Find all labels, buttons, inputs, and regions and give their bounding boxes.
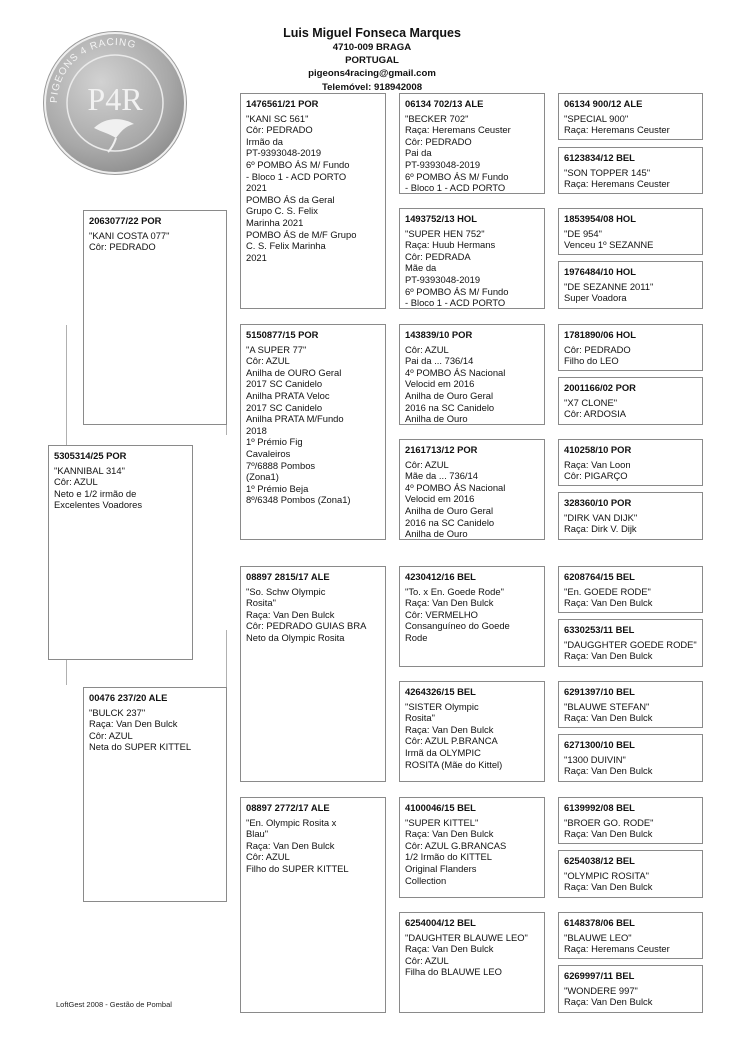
card-line: Côr: AZUL P.BRANCA (405, 735, 498, 747)
card-line: Original Flanders (405, 862, 477, 874)
card-line: Raça: Heremans Ceuster (564, 124, 670, 136)
logo-ring-text: PIGEONS 4 RACING (48, 36, 138, 104)
card-line: 2017 SC Canidelo (246, 401, 323, 413)
card-line: "BROER GO. RODE" (564, 816, 654, 828)
card-line: Raça: Van Den Bulck (564, 597, 653, 609)
card-line: Raça: Van Den Bulck (89, 718, 178, 730)
card-line: "BLAUWE STEFAN" (564, 700, 650, 712)
ring-number: 4264326/15 BEL (405, 686, 476, 697)
pedigree-g2-card (399, 324, 545, 425)
card-line: "OLYMPIC ROSITA" (564, 869, 649, 881)
card-line: Côr: PEDRADO (89, 241, 156, 253)
ring-number: 4100046/15 BEL (405, 802, 476, 813)
ring-number: 328360/10 POR (564, 497, 632, 508)
card-line: "SISTER Olympic (405, 700, 479, 712)
card-line: Consanguíneo do Goede (405, 620, 510, 632)
card-line: "So. Schw Olympic (246, 585, 326, 597)
card-line: Côr: PEDRADO (405, 135, 472, 147)
ring-number: 6291397/10 BEL (564, 686, 635, 697)
pedigree-g3-card (558, 208, 703, 255)
pedigree-g2-card (399, 566, 545, 667)
card-line: Rosita" (246, 597, 276, 609)
ring-number: 2001166/02 POR (564, 382, 636, 393)
card-line: Anilha de OURO Geral (246, 366, 342, 378)
ring-number: 6254038/12 BEL (564, 855, 635, 866)
card-line: PT-9393048-2019 (246, 147, 322, 159)
card-line: Côr: AZUL (246, 355, 290, 367)
card-line: Raça: Van Den Bulck (405, 723, 494, 735)
card-line: Neto e 1/2 irmão de (54, 487, 137, 499)
card-line: Côr: AZUL (405, 458, 449, 470)
card-line: "DE SEZANNE 2011" (564, 280, 654, 292)
card-line: Grupo C. S. Felix (246, 205, 318, 217)
card-line: Côr: AZUL (405, 343, 449, 355)
card-line: Irmã da OLYMPIC (405, 746, 481, 758)
card-line: Collection (405, 874, 447, 886)
card-line: "SPECIAL 900" (564, 112, 629, 124)
card-line: "En. GOEDE RODE" (564, 585, 651, 597)
ring-number: 6148378/06 BEL (564, 917, 635, 928)
card-line: Anilha de Ouro (405, 413, 468, 425)
card-line: Raça: Van Loon (564, 458, 631, 470)
card-line: Raça: Van Den Bulck (564, 712, 653, 724)
card-line: Raça: Van Den Bulck (564, 828, 653, 840)
ring-number: 08897 2815/17 ALE (246, 571, 330, 582)
breeder-phone: Telemóvel: 918942008 (321, 81, 423, 93)
card-line: "DIRK VAN DIJK" (564, 511, 638, 523)
card-line: "DAUGHTER BLAUWE LEO" (405, 931, 528, 943)
card-line: "DAUGGHTER GOEDE RODE" (564, 638, 697, 650)
pedigree-g3-card (558, 566, 703, 613)
card-line: Filha do BLAUWE LEO (405, 966, 502, 978)
card-line: Côr: VERMELHO (405, 608, 478, 620)
card-line: Pai da (405, 147, 432, 159)
ring-number: 410258/10 POR (564, 444, 632, 455)
card-line: "A SUPER 77" (246, 343, 307, 355)
card-line: (Zona1) (246, 471, 279, 483)
ring-number: 6330253/11 BEL (564, 624, 635, 635)
pigeons4racing-logo (42, 30, 188, 176)
ring-number: 2063077/22 POR (89, 215, 162, 226)
pedigree-g1-card (240, 324, 386, 540)
card-line: 8º/6348 Pombos (Zona1) (246, 494, 351, 506)
card-line: "X7 CLONE" (564, 396, 618, 408)
ring-number: 06134 900/12 ALE (564, 98, 643, 109)
pedigree-g3-card (558, 439, 703, 486)
card-line: Côr: AZUL (405, 954, 449, 966)
card-line: Côr: PEDRADO (564, 343, 631, 355)
pedigree-g3-card (558, 147, 703, 194)
ring-number: 1781890/06 HOL (564, 329, 636, 340)
card-line: Côr: ARDOSIA (564, 408, 626, 420)
card-line: Pai da ... 736/14 (405, 355, 474, 367)
pedigree-g3-card (558, 93, 703, 140)
pedigree-g2-card (399, 208, 545, 309)
card-line: - Bloco 1 - ACD PORTO (405, 297, 506, 309)
card-line: 4º POMBO ÁS Nacional (405, 366, 506, 378)
card-line: "SON TOPPER 145" (564, 166, 651, 178)
card-line: Cavaleiros (246, 447, 291, 459)
card-line: C. S. Felix Marinha (246, 240, 326, 252)
card-line: Anilha de Ouro Geral (405, 389, 494, 401)
pedigree-g1-card (240, 797, 386, 1013)
card-line: Irmão da (246, 135, 283, 147)
ring-number: 5305314/25 POR (54, 450, 127, 461)
ring-number: 4230412/16 BEL (405, 571, 476, 582)
card-line: "BLAUWE LEO" (564, 931, 632, 943)
card-line: Raça: Van Den Bulck (564, 881, 653, 893)
ring-number: 1976484/10 HOL (564, 266, 636, 277)
card-line: - Bloco 1 - ACD PORTO (246, 170, 347, 182)
pedigree-g3-card (558, 324, 703, 371)
pedigree-g3-card (558, 797, 703, 844)
pedigree-g3-card (558, 734, 703, 782)
card-line: Côr: AZUL G.BRANCAS (405, 839, 507, 851)
card-line: Côr: AZUL (246, 851, 290, 863)
card-line: ROSITA (Mãe do Kittel) (405, 758, 503, 770)
pedigree-g1-card (240, 566, 386, 782)
card-line: 1/2 Irmão do KITTEL (405, 851, 493, 863)
card-line: Côr: PEDRADO (246, 124, 313, 136)
card-line: Raça: Van Den Bulck (246, 608, 335, 620)
breeder-address: 4710-009 BRAGA (332, 42, 412, 53)
card-line: Blau" (246, 828, 269, 840)
card-line: Mãe da (405, 262, 437, 274)
card-line: Raça: Heremans Ceuster (405, 124, 511, 136)
card-line: Raça: Van Den Bulck (405, 943, 494, 955)
card-line: "BECKER 702" (405, 112, 469, 124)
card-line: "SUPER KITTEL" (405, 816, 479, 828)
card-line: Velocid em 2016 (405, 378, 475, 390)
card-line: Raça: Heremans Ceuster (564, 943, 670, 955)
card-line: "1300 DUIVIN" (564, 753, 626, 765)
pedigree-g3-card (558, 681, 703, 728)
card-line: Côr: AZUL (54, 476, 98, 488)
card-line: - Bloco 1 - ACD PORTO (405, 182, 506, 194)
ring-number: 6139992/08 BEL (564, 802, 635, 813)
card-line: Raça: Van Den Bulck (564, 765, 653, 777)
card-line: Côr: AZUL (89, 729, 133, 741)
card-line: "SUPER HEN 752" (405, 227, 485, 239)
ring-number: 6208764/15 BEL (564, 571, 635, 582)
breeder-email: pigeons4racing@gmail.com (308, 68, 436, 80)
card-line: Raça: Van Den Bulck (564, 650, 653, 662)
card-line: Marinha 2021 (246, 216, 304, 228)
card-line: Velocid em 2016 (405, 493, 475, 505)
card-line: Anilha de Ouro (405, 528, 468, 540)
pedigree-g2-card (399, 439, 545, 540)
card-line: Mãe da ... 736/14 (405, 470, 478, 482)
card-line: 7º/6888 Pombos (246, 459, 316, 471)
card-line: Neta do SUPER KITTEL (89, 741, 192, 753)
card-line: 2017 SC Canidelo (246, 378, 323, 390)
software-footer: LoftGest 2008 - Gestão de Pombal (56, 1000, 172, 1009)
card-line: Neto da Olympic Rosita (246, 631, 345, 643)
card-line: "KANNIBAL 314" (54, 464, 125, 476)
card-line: Raça: Van Den Bulck (405, 597, 494, 609)
pedigree-g3-card (558, 619, 703, 667)
pedigree-g2-card (399, 912, 545, 1013)
card-line: Anilha de Ouro Geral (405, 504, 494, 516)
ring-number: 08897 2772/17 ALE (246, 802, 330, 813)
card-line: 6º POMBO ÁS M/ Fundo (405, 170, 509, 182)
ring-number: 6123834/12 BEL (564, 152, 635, 163)
ring-number: 6269997/11 BEL (564, 970, 635, 981)
card-line: "To. x En. Goede Rode" (405, 585, 504, 597)
card-line: 1º Prémio Fig (246, 436, 303, 448)
pedigree-g3-card (558, 912, 703, 959)
ring-number: 00476 237/20 ALE (89, 692, 168, 703)
connector-sire-g1 (226, 210, 241, 435)
card-line: POMBO ÁS da Geral (246, 193, 335, 205)
pedigree-g1-card (240, 93, 386, 309)
card-line: Raça: Van Den Bulck (405, 828, 494, 840)
card-line: Raça: Van Den Bulck (246, 839, 335, 851)
ring-number: 5150877/15 POR (246, 329, 319, 340)
card-line: Anilha PRATA Veloc (246, 389, 330, 401)
connector-dam-g1 (226, 630, 241, 880)
card-line: 2021 (246, 182, 267, 194)
card-line: "BULCK 237" (89, 706, 146, 718)
card-line: Rosita" (405, 712, 435, 724)
card-line: Anilha PRATA M/Fundo (246, 413, 344, 425)
card-line: Raça: Dirk V. Dijk (564, 523, 637, 535)
card-line: POMBO ÁS de M/F Grupo (246, 228, 357, 240)
pedigree-g2-card (399, 93, 545, 194)
card-line: PT-9393048-2019 (405, 273, 481, 285)
ring-number: 2161713/12 POR (405, 444, 478, 455)
ring-number: 06134 702/13 ALE (405, 98, 484, 109)
ring-number: 1853954/08 HOL (564, 213, 636, 224)
card-line: Côr: PEDRADO GUIAS BRA (246, 620, 367, 632)
ring-number: 6271300/10 BEL (564, 739, 635, 750)
card-line: 6º POMBO ÁS M/ Fundo (405, 285, 509, 297)
card-line: 2016 na SC Canidelo (405, 401, 495, 413)
pedigree-dam-card (83, 687, 227, 902)
card-line: Raça: Huub Hermans (405, 239, 496, 251)
breeder-country: PORTUGAL (345, 55, 399, 67)
pedigree-g3-card (558, 492, 703, 540)
pedigree-g3-card (558, 850, 703, 898)
card-line: 1º Prémio Beja (246, 482, 309, 494)
card-line: Filho do LEO (564, 355, 619, 367)
card-line: Rode (405, 631, 428, 643)
card-line: Venceu 1º SEZANNE (564, 239, 654, 251)
card-line: "WONDERE 997" (564, 984, 638, 996)
card-line: 2018 (246, 424, 267, 436)
ring-number: 1493752/13 HOL (405, 213, 477, 224)
card-line: "KANI SC 561" (246, 112, 309, 124)
pedigree-g3-card (558, 965, 703, 1013)
card-line: Excelentes Voadores (54, 499, 143, 511)
ring-number: 143839/10 POR (405, 329, 473, 340)
pedigree-sire-card (83, 210, 227, 425)
pedigree-g2-card (399, 797, 545, 898)
card-line: "DE 954" (564, 227, 602, 239)
card-line: 2016 na SC Canidelo (405, 516, 495, 528)
pedigree-g3-card (558, 261, 703, 309)
pedigree-g3-card (558, 377, 703, 425)
card-line: 2021 (246, 251, 267, 263)
card-line: Super Voadora (564, 292, 627, 304)
card-line: 4º POMBO ÁS Nacional (405, 481, 506, 493)
card-line: Côr: PIGARÇO (564, 470, 628, 482)
breeder-name: Luis Miguel Fonseca Marques (283, 26, 461, 40)
card-line: Raça: Heremans Ceuster (564, 178, 670, 190)
card-line: 6º POMBO ÁS M/ Fundo (246, 158, 350, 170)
card-line: "En. Olympic Rosita x (246, 816, 337, 828)
logo-monogram: P4R (87, 81, 143, 117)
pedigree-subject-card (48, 445, 193, 660)
card-line: Filho do SUPER KITTEL (246, 862, 349, 874)
card-line: "KANI COSTA 077" (89, 229, 170, 241)
card-line: PT-9393048-2019 (405, 158, 481, 170)
pedigree-g2-card (399, 681, 545, 782)
card-line: Raça: Van Den Bulck (564, 996, 653, 1008)
card-line: Côr: PEDRADA (405, 250, 471, 262)
ring-number: 6254004/12 BEL (405, 917, 476, 928)
breeder-header (262, 26, 482, 94)
ring-number: 1476561/21 POR (246, 98, 319, 109)
